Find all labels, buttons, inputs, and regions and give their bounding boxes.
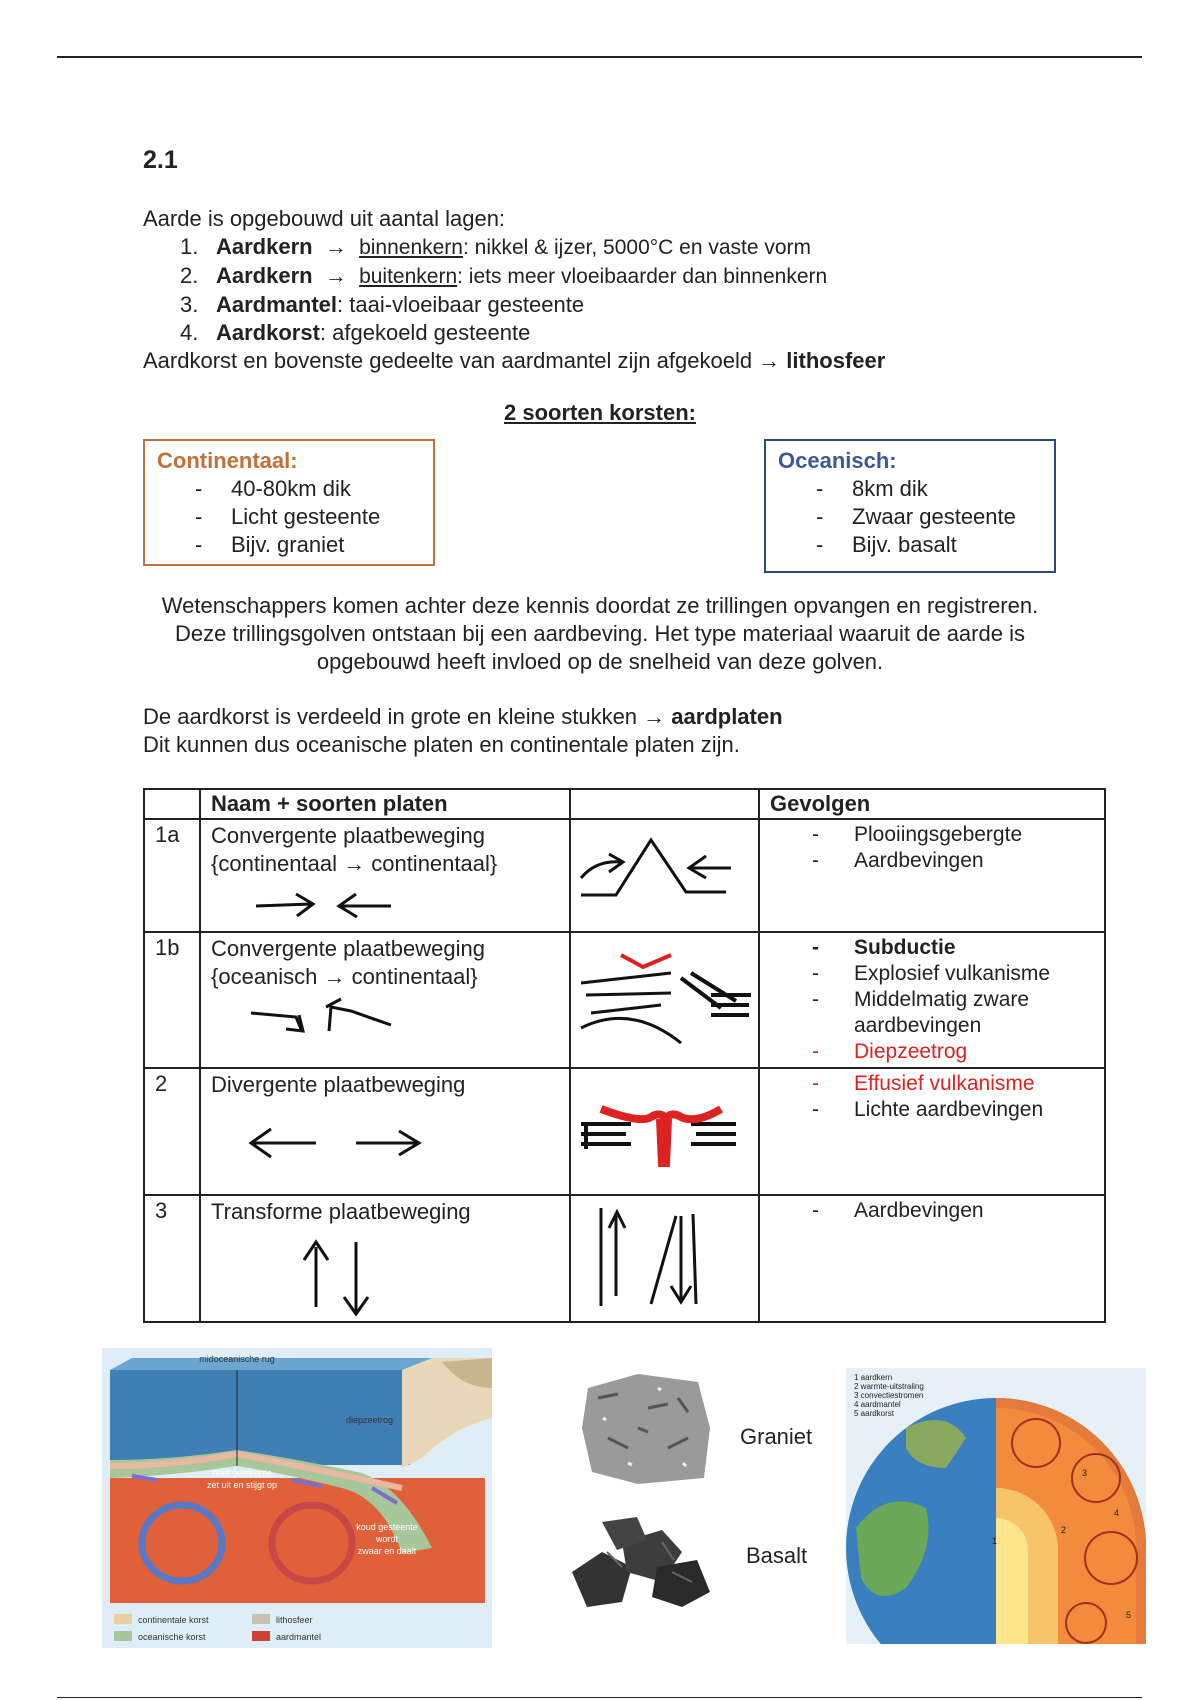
list-item: - 8km dik [816,475,1042,503]
subduction-sketch [571,933,758,1061]
basalt-image [562,1512,714,1612]
globe-legend: 3 convectiestromen [854,1391,924,1400]
diagram-label: koud gesteente [356,1522,418,1532]
korsten-heading: 2 soorten korsten: [504,400,696,425]
list-item: aardbevingen [854,1014,982,1037]
list-item: - Explosief vulkanisme [770,961,1094,987]
row-name: Convergente plaatbeweging [211,823,485,848]
plate-tectonics-diagram [102,1348,492,1648]
table-row [144,1195,1105,1322]
intro-block [143,205,1143,375]
list-item: - Subductie [770,935,1094,961]
diagram-label: midoceanische rug [199,1354,275,1364]
legend-label: aardmantel [276,1632,322,1642]
list-item: - Bijv. basalt [816,531,1042,559]
globe-legend: 5 aardkorst [854,1409,895,1418]
table-row [144,932,1105,1068]
list-item: 3. Aardmantel: taai-vloeibaar gesteente [180,292,585,317]
aardplaten-paragraph: De aardkorst is verdeeld in grote en kleine stukken → aardplaten Dit kunnen dus oceanische platen en continentale platen zijn. [143,704,783,757]
header-rule [57,56,1142,58]
diagram-label: wordt [375,1534,399,1544]
table-row [144,1068,1105,1195]
table-header-row [144,789,1105,819]
globe-legend: 4 aardmantel [854,1400,901,1409]
row-id: 1a [144,819,200,932]
basalt-label: Basalt [746,1543,808,1568]
row-id: 3 [144,1195,200,1322]
globe-number: 1 [992,1536,998,1546]
row-name: Divergente plaatbeweging [211,1072,466,1097]
globe-number: 4 [1114,1508,1120,1518]
list-item: 2. Aardkern → buitenkern: iets meer vloeibaarder dan binnenkern [180,263,828,288]
list-item: - Aardbevingen [770,1198,1094,1224]
globe-legend: 1 aardkern [854,1373,893,1382]
diverging-arrows-sketch [241,1105,441,1175]
list-item: - Licht gesteente [195,503,421,531]
list-item: - Diepzeetrog [770,1039,1094,1065]
list-item: - Effusief vulkanisme [770,1071,1094,1097]
list-item: - 40-80km dik [195,475,421,503]
plate-movement-table [143,788,1106,1323]
transform-fault-sketch [571,1196,758,1320]
list-item: - Aardbevingen [770,848,1094,874]
row-sub: {continentaal → continentaal} [211,851,498,876]
globe-legend: 2 warmte-uitstraling [854,1382,924,1391]
intro-lead: Aarde is opgebouwd uit aantal lagen: [143,206,506,231]
continentaal-title: Continentaal: [157,448,298,473]
row-name: Transforme plaatbeweging [211,1199,471,1224]
globe-number: 2 [1061,1525,1067,1535]
continentaal-box [143,439,435,566]
globe-number: 5 [1126,1610,1132,1620]
list-item: 4. Aardkorst: afgekoeld gesteente [180,320,531,345]
row-sub: {oceanisch → continentaal} [211,964,478,989]
layer-list [180,233,1143,347]
legend-label: continentale korst [138,1615,209,1625]
list-item: - Middelmatig zware [770,987,1094,1013]
list-item: - Zwaar gesteente [816,503,1042,531]
row-id: 1b [144,932,200,1068]
wetenschap-paragraph: Wetenschappers komen achter deze kennis doordat ze trillingen opvangen en registreren. Deze trillingsgolven ontstaan bij een aardbeving. Het type materiaal waaruit de aarde is opgebouwd heeft invloed op de snelheid van deze golven. [161,593,1039,674]
diagram-label: zwaar en daalt [357,1546,417,1556]
diagram-label: zet uit en stijgt op [206,1480,278,1490]
section-title: 2.1 [143,146,178,174]
list-item: - Bijv. graniet [195,531,421,559]
row-name: Convergente plaatbeweging [211,936,485,961]
list-item: - Lichte aardbevingen [770,1097,1094,1123]
header-gevolgen: Gevolgen [759,789,1105,819]
diagram-label: heet gesteente [212,1468,272,1478]
footer-rule [57,1697,1142,1698]
list-item: - Plooiingsgebergte [770,822,1094,848]
granite-image [578,1368,714,1486]
list-item: 1. Aardkern → binnenkern: nikkel & ijzer, 5000°C en vaste vorm [180,234,812,259]
converging-arrows-sketch [241,884,401,924]
subduction-arrows-sketch [241,997,401,1041]
granite-label: Graniet [740,1424,813,1449]
header-naam: Naam + soorten platen [200,789,570,819]
globe-number: 3 [1082,1468,1088,1478]
lithosfeer-line: Aardkorst en bovenste gedeelte van aardmantel zijn afgekoeld → lithosfeer [143,348,886,373]
oceanisch-title: Oceanisch: [778,448,897,473]
oceanisch-box [764,439,1056,573]
legend-label: oceanische korst [138,1632,206,1642]
earth-layers-image [846,1368,1146,1644]
transform-arrows-sketch [241,1232,441,1316]
row-id: 2 [144,1068,200,1195]
mountain-sketch [571,820,758,930]
legend-label: lithosfeer [276,1615,313,1625]
rift-sketch [571,1069,758,1193]
diagram-label: diepzeetrog [346,1415,394,1425]
table-row [144,819,1105,932]
